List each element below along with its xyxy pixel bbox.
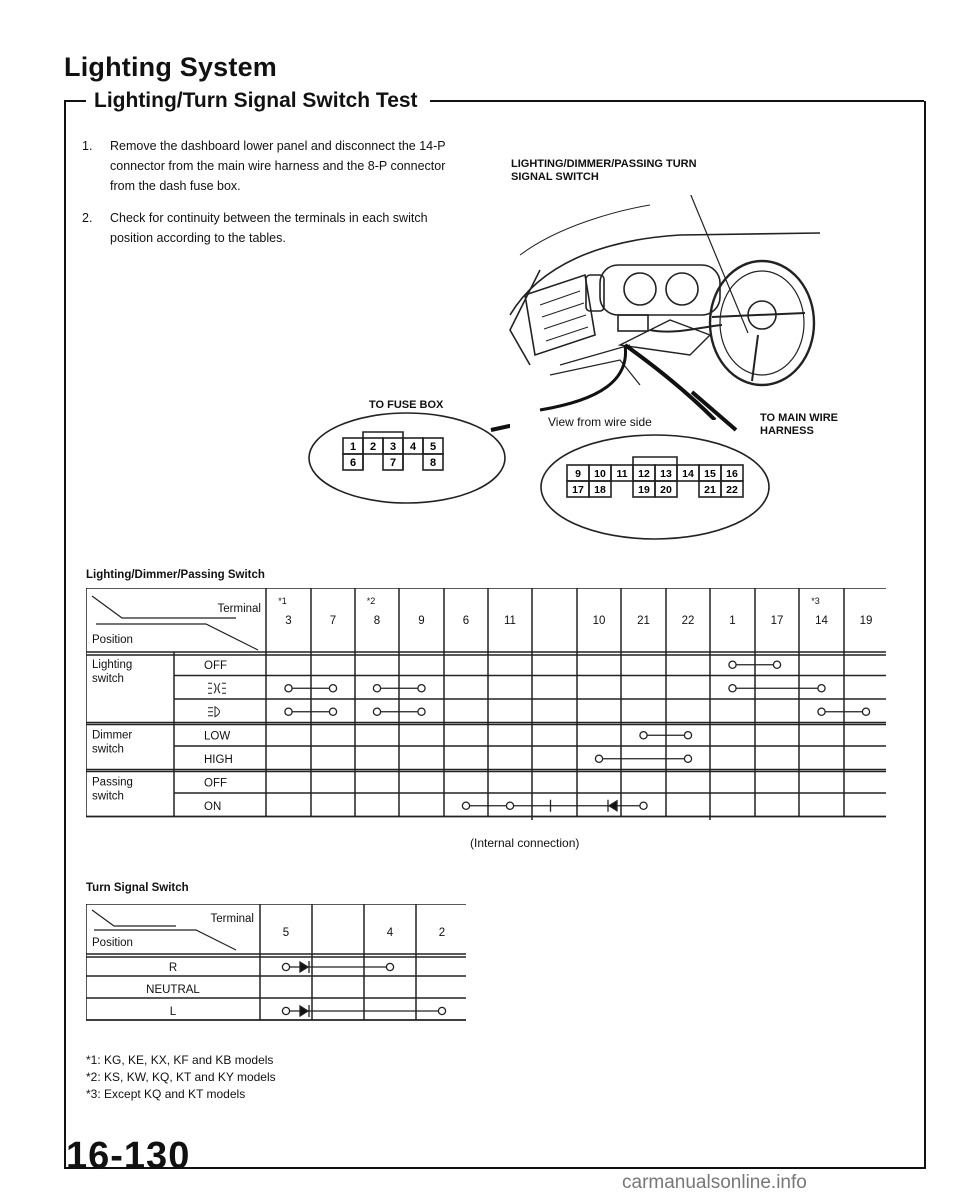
terminal-node: [418, 685, 425, 692]
pin-label: 16: [726, 468, 738, 480]
group-label: Lighting: [92, 659, 133, 671]
step-number: 1.: [82, 139, 93, 153]
harness-label: TO MAIN WIRE HARNESS: [760, 412, 839, 437]
terminal-node: [818, 708, 825, 715]
header-terminal: Terminal: [217, 603, 261, 615]
pin-label: 2: [369, 441, 377, 453]
diode-symbol: [300, 962, 308, 972]
lighting-continuity-table: [86, 588, 886, 820]
dash-top-edge: [510, 233, 820, 315]
terminal-node: [285, 708, 292, 715]
terminal-header: 7: [329, 615, 337, 627]
section-title: Lighting/Turn Signal Switch Test: [94, 89, 430, 113]
terminal-node: [684, 755, 691, 762]
terminal-header: 21: [637, 615, 650, 627]
footnote: *2: KS, KW, KQ, KT and KY models: [86, 1070, 276, 1084]
terminal-header: 4: [386, 927, 394, 939]
footnote: *3: Except KQ and KT models: [86, 1087, 246, 1101]
position-label: ON: [204, 800, 222, 813]
dashboard-illustration: [500, 195, 830, 420]
terminal-header: 8: [373, 615, 381, 627]
terminal-node: [329, 708, 336, 715]
group-label: switch: [92, 790, 124, 803]
terminal-node: [818, 685, 825, 692]
step-2: [82, 208, 462, 248]
fuse-box-wire: [491, 420, 510, 430]
terminal-node: [386, 963, 393, 970]
terminal-node: [595, 755, 602, 762]
pin-label: 5: [429, 441, 437, 453]
terminal-header: 11: [504, 615, 516, 627]
terminal-node: [862, 708, 869, 715]
pin-label: 8: [429, 457, 437, 469]
terminal-footnote-mark: *1: [278, 596, 287, 606]
pin-label: 14: [682, 468, 694, 480]
terminal-node: [684, 732, 691, 739]
pin-label: 22: [726, 484, 738, 496]
pin-label: 21: [704, 484, 716, 496]
terminal-node: [506, 802, 513, 809]
position-label: HIGH: [204, 753, 233, 766]
pin-label: 13: [660, 468, 672, 480]
terminal-header: 5: [282, 927, 290, 939]
pin-label: 12: [638, 468, 650, 480]
switch-label: LIGHTING/DIMMER/PASSING TURN SIGNAL SWITCH: [511, 158, 697, 183]
terminal-footnote-mark: *3: [811, 596, 820, 606]
step-number: 2.: [82, 211, 93, 225]
pin-label: 6: [349, 457, 357, 469]
pin-label: 10: [594, 468, 606, 480]
step-1: [82, 136, 462, 196]
diode-symbol: [609, 801, 617, 811]
header-terminal: Terminal: [210, 913, 254, 925]
fuse-box-label: TO FUSE BOX: [369, 399, 444, 411]
instrument-cluster: [600, 265, 720, 315]
terminal-header: 3: [285, 615, 292, 627]
terminal-node: [282, 963, 289, 970]
position-label: NEUTRAL: [146, 984, 200, 996]
terminal-node: [285, 685, 292, 692]
pin-label: 3: [389, 441, 397, 453]
pin-label: 11: [616, 468, 628, 480]
pin-label: 17: [572, 484, 584, 496]
group-label: Passing: [92, 776, 133, 789]
terminal-node: [329, 685, 336, 692]
terminal-header: 2: [438, 927, 446, 939]
terminal-node: [462, 802, 469, 809]
group-label: switch: [92, 673, 124, 685]
position-label: OFF: [204, 777, 227, 790]
diode-symbol: [300, 1006, 308, 1016]
group-label: Dimmer: [92, 729, 133, 742]
footnotes: [86, 1052, 276, 1103]
connector-8p-diagram: [305, 408, 510, 508]
view-label: View from wire side: [548, 415, 652, 429]
terminal-node: [373, 685, 380, 692]
headlight-symbol: [208, 707, 220, 717]
page-title: Lighting System: [64, 52, 278, 82]
terminal-node: [418, 708, 425, 715]
terminal-header: 22: [681, 615, 695, 627]
windshield-edge: [520, 205, 650, 255]
turn-signal-continuity-table: [86, 904, 466, 1024]
pin-label: 1: [349, 441, 357, 453]
terminal-header: 14: [815, 615, 828, 627]
terminal-header: 10: [592, 615, 606, 627]
terminal-node: [729, 685, 736, 692]
pin-label: 7: [389, 457, 397, 469]
pin-label: 4: [409, 441, 417, 453]
terminal-node: [640, 732, 647, 739]
terminal-node: [773, 661, 780, 668]
terminal-header: 19: [859, 615, 873, 627]
terminal-node: [729, 661, 736, 668]
pin-label: 19: [638, 484, 650, 496]
terminal-node: [438, 1007, 445, 1014]
header-position: Position: [92, 937, 133, 949]
turn-table-title: Turn Signal Switch: [86, 882, 189, 894]
terminal-footnote-mark: *2: [366, 596, 376, 606]
pin-label: 20: [660, 484, 672, 496]
harness-wire-pointer: [690, 390, 750, 435]
position-label: L: [169, 1006, 177, 1018]
header-position: Position: [92, 634, 133, 646]
step-text: Remove the dashboard lower panel and disconnect the 14-P connector from the main wire harness and the 8-P connector from the dash fuse box.: [110, 139, 446, 193]
terminal-node: [373, 708, 380, 715]
table-border: [86, 904, 466, 1020]
terminal-header: 6: [462, 615, 470, 627]
terminal-header: 17: [770, 615, 784, 627]
step-text: Check for continuity between the terminals in each switch position according to the tables.: [110, 211, 428, 245]
pin-label: 15: [704, 468, 716, 480]
terminal-node: [640, 802, 647, 809]
position-label: OFF: [204, 659, 227, 672]
position-label: LOW: [204, 730, 231, 743]
terminal-header: 9: [418, 615, 425, 627]
pin-label: 18: [594, 484, 606, 496]
footnote: *1: KG, KE, KX, KF and KB models: [86, 1053, 274, 1067]
pin-label: 9: [575, 468, 581, 480]
parking-light-symbol: [208, 683, 226, 693]
watermark: carmanualsonline.info: [622, 1172, 807, 1193]
position-label: R: [168, 962, 178, 974]
lighting-table-title: Lighting/Dimmer/Passing Switch: [86, 569, 265, 581]
connector-14p-diagram: [535, 425, 775, 543]
page-number: 16-130: [66, 1135, 191, 1177]
internal-connection-note: (Internal connection): [470, 836, 580, 850]
terminal-header: 1: [729, 615, 736, 627]
group-label: switch: [92, 743, 124, 756]
terminal-node: [282, 1007, 289, 1014]
